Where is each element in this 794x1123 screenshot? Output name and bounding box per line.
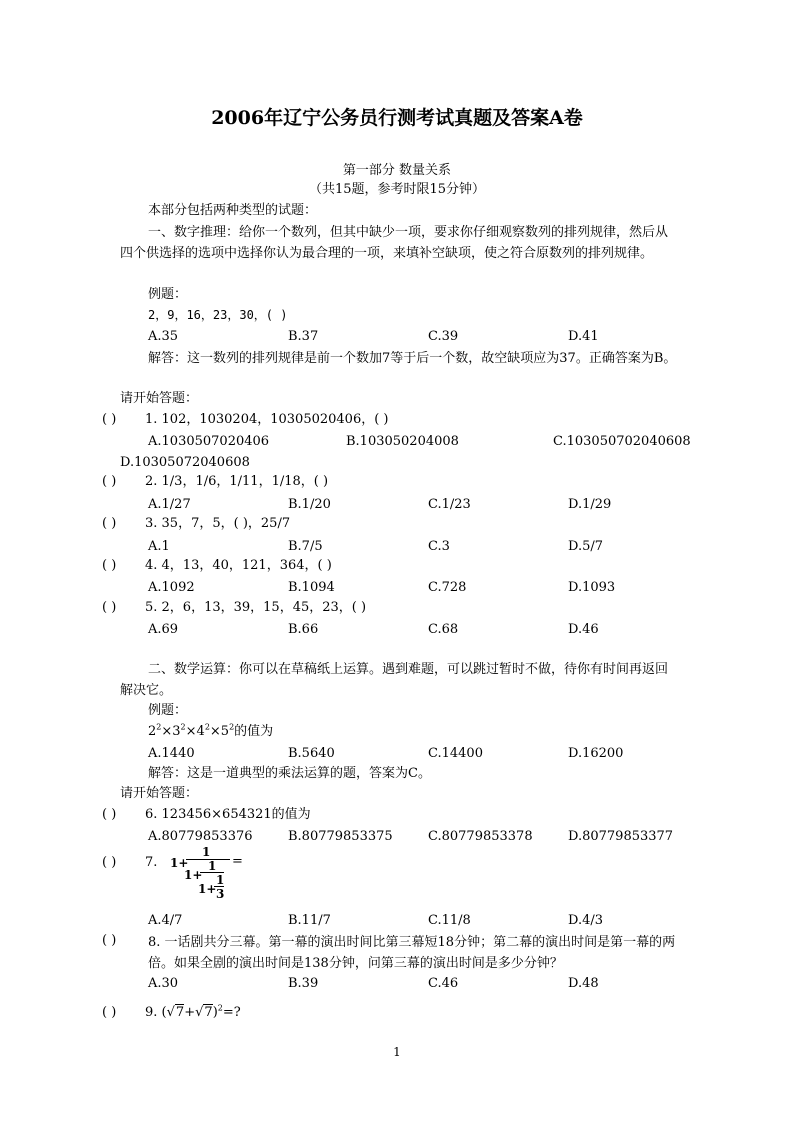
answer-blank[interactable]: ( ) [102,1005,117,1020]
answer-blank[interactable]: ( ) [102,600,117,615]
question-7-option-d: D.4/3 [568,913,604,928]
example-option: A.1440 [148,746,195,761]
document-title: 2006年辽宁公务员行测考试真题及答案A卷 [211,107,583,129]
part1-description: 一、数字推理：给你一个数列，但其中缺少一项，要求你仔细观察数列的排列规律，然后从四个供选择的选项中选择你认为最合理的一项，来填补空缺项，使之符合原数列的排列规律。 [120,225,669,261]
example-option: B.5640 [288,746,335,761]
question-5-option-d: D.46 [568,622,599,637]
question-2-text: 2. 1/3，1/6，1/11，1/18，( ) [145,474,329,489]
question-1-option-a: A.1030507020406 [148,434,270,449]
answer-blank[interactable]: ( ) [102,474,117,489]
question-7-option-c: C.11/8 [428,913,471,928]
question-8-option-b: B.39 [288,976,319,991]
question-3-option-d: D.5/7 [568,539,604,554]
section-title: 第一部分 数量关系 [342,163,452,178]
page-number: 1 [393,1045,401,1059]
part2-example-expression: $2^2\times 3^2\times 4^2\times 5^2$的值为 [148,722,274,739]
question-3-option-c: C.3 [428,539,450,554]
question-7-option-b: B.11/7 [288,913,331,928]
question-4-option-d: D.1093 [568,580,616,595]
question-8-text: 8. 一话剧共分三幕。第一幕的演出时间比第三幕短18分钟；第二幕的演出时间是第一幕的两倍。如果全剧的演出时间是138分钟，问第三幕的演出时间是多少分钟？ [148,935,676,971]
question-9-expression: 9. $(√7+√7)^2=$? [145,1003,241,1020]
question-7-number: 7. [145,855,158,870]
question-5-option-c: C.68 [428,622,459,637]
question-1-option-b: B.103050204008 [346,434,459,449]
sqrt-icon: √ [166,1005,175,1020]
part2-description: 二、数学运算：你可以在草稿纸上运算。遇到难题，可以跳过暂时不做，待你有时间再返回解决它。 [120,662,669,698]
question-2-option-b: B.1/20 [288,497,331,512]
part2-example-label: 例题： [148,703,188,718]
question-3-text: 3. 35，7，5，( )，25/7 [145,516,291,531]
intro-text: 本部分包括两种类型的试题： [148,203,318,218]
question-6-text: 6. 123456×654321的值为 [145,807,311,822]
question-2-option-c: C.1/23 [428,497,471,512]
question-4-option-a: A.1092 [148,580,195,595]
example-option: C.39 [428,329,459,344]
part1-answer: 解答：这一数列的排列规律是前一个数加7等于后一个数，故空缺项应为37。正确答案为B。 [148,351,677,366]
answer-blank[interactable]: ( ) [102,516,117,531]
example-option: D.16200 [568,746,624,761]
question-1-option-c: C.10305070204060​8 [553,434,691,449]
answer-blank[interactable]: ( ) [102,933,117,948]
question-4-option-b: B.1094 [288,580,335,595]
equals-sign: = [232,854,243,869]
question-5-option-b: B.66 [288,622,319,637]
answer-blank[interactable]: ( ) [102,807,117,822]
example-option: C.14400 [428,746,483,761]
question-6-option-a: A.80779853376 [148,829,253,844]
question-2-option-a: A.1/27 [148,497,191,512]
continued-fraction: 1+ 1 1+ 1 1+ 1 3 [170,846,240,902]
part2-answer: 解答：这是一道典型的乘法运算的题，答案为C。 [148,766,431,781]
answer-blank[interactable]: ( ) [102,558,117,573]
section-subtitle: （共15题，参考时限15分钟） [308,182,486,197]
question-5-text: 5. 2，6，13，39，15，45，23，( ) [145,600,367,615]
question-4-option-c: C.728 [428,580,467,595]
example-option: A.35 [148,329,179,344]
question-1-text: 1. 102，1030204，10305020406，( ) [145,412,389,427]
question-3-option-a: A.1 [148,539,170,554]
part1-start: 请开始答题： [120,391,199,406]
answer-blank[interactable]: ( ) [102,412,117,427]
part2-start: 请开始答题： [120,786,199,801]
answer-blank[interactable]: ( ) [102,855,117,870]
question-1-option-d: D.10305072040608 [120,455,250,470]
example-option: D.41 [568,329,599,344]
question-8-option-d: D.48 [568,976,599,991]
sqrt-icon: √ [195,1005,204,1020]
question-2-option-d: D.1/29 [568,497,612,512]
question-6-option-d: D.80779853377 [568,829,674,844]
question-6-option-c: C.80779853378 [428,829,533,844]
question-3-option-b: B.7/5 [288,539,323,554]
question-4-text: 4. 4，13，40，121，364，( ) [145,558,332,573]
example-option: B.37 [288,329,319,344]
question-7-option-a: A.4/7 [148,913,183,928]
question-8-option-c: C.46 [428,976,459,991]
part1-example-label: 例题： [148,287,188,302]
part1-example-sequence: 2，9，16，23，30，( ) [148,308,288,322]
question-8-option-a: A.30 [148,976,179,991]
question-6-option-b: B.80779853375 [288,829,393,844]
question-5-option-a: A.69 [148,622,179,637]
